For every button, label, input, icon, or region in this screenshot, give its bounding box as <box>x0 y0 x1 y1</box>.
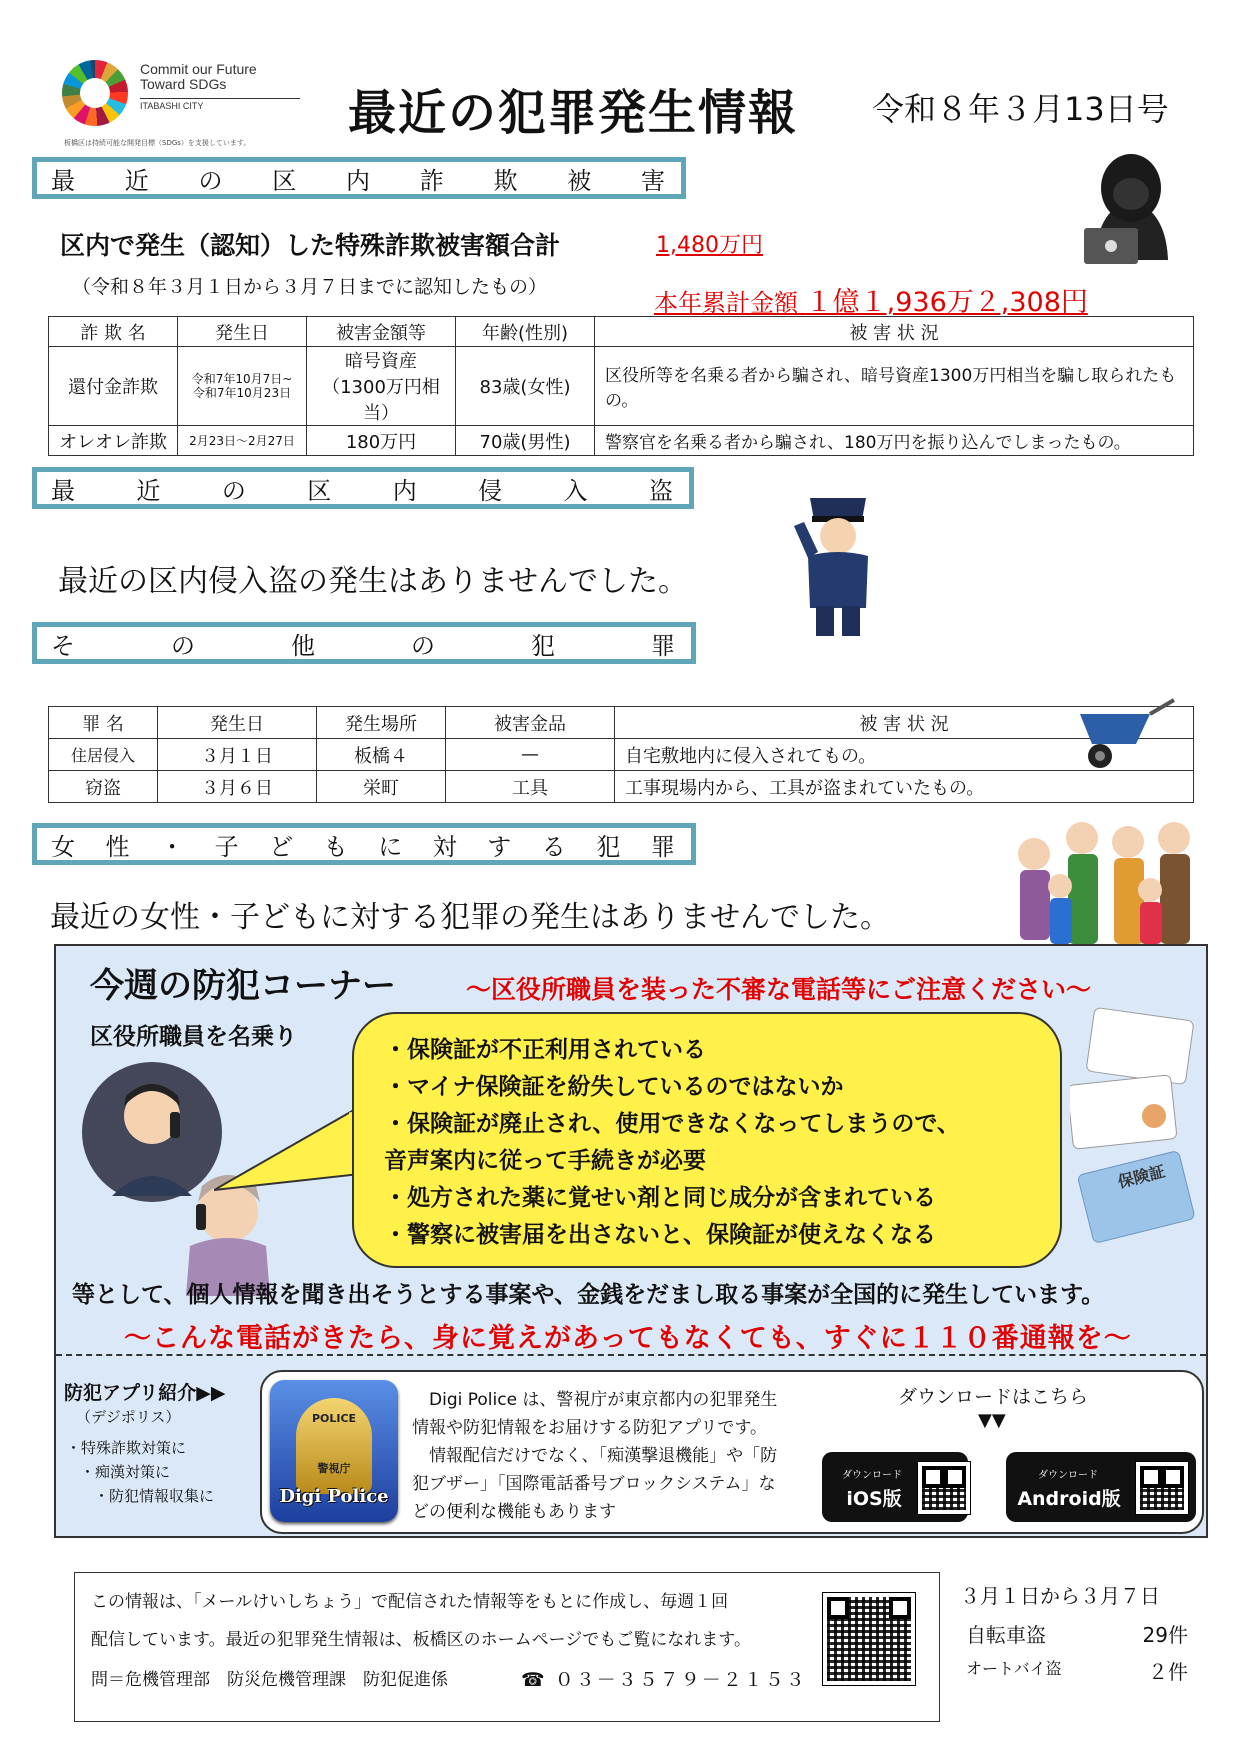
stats-count: 29件 <box>1142 1623 1188 1647</box>
card-label: 保険証 <box>1115 1161 1168 1192</box>
bubble-line: ・処方された薬に覚せい剤と同じ成分が含まれている <box>384 1185 936 1211</box>
column-header: 被害金品 <box>446 707 615 739</box>
desc-line: Digi Police は、警視庁が東京都内の犯罪発生 <box>412 1390 778 1410</box>
down-arrows-icon: ▼▼ <box>978 1410 1006 1431</box>
burglary-statement: 最近の区内侵入盗の発生はありませんでした。 <box>58 564 688 599</box>
stats-row <box>960 1619 1188 1648</box>
column-header: 発生日 <box>178 317 307 347</box>
theft-stats <box>960 1580 1188 1685</box>
crime-prevention-corner <box>54 944 1208 1538</box>
ios-download-button[interactable] <box>822 1452 968 1522</box>
sdgs-logo <box>62 50 302 150</box>
stats-count: ２件 <box>1148 1660 1188 1684</box>
cell-name: オレオレ詐欺 <box>49 426 178 456</box>
table-header-row <box>49 707 1194 739</box>
desc-line: 情報配信だけでなく、「痴漢撃退機能」や「防 <box>412 1446 778 1466</box>
cell-date: ３月６日 <box>158 771 317 803</box>
footer-phone: ☎ ０３－３５７９－２１５３ <box>521 1669 807 1691</box>
app-intro-subtitle: （デジポリス） <box>76 1408 181 1426</box>
app-name: Digi Police <box>279 1486 389 1507</box>
divider <box>56 1354 1206 1356</box>
sdgs-wheel-icon <box>62 60 128 126</box>
homepage-qr-code[interactable] <box>823 1593 915 1685</box>
logo-text: Commit our Future Toward SDGs <box>140 61 257 92</box>
cell-detail: 区役所等を名乗る者から騙され、暗号資産1300万円相当を騙し取られたもの。 <box>595 347 1194 426</box>
cell-name: 還付金詐欺 <box>49 347 178 426</box>
cell-detail: 自宅敷地内に侵入されてもの。 <box>615 739 1194 771</box>
table-row <box>49 426 1194 456</box>
cell-age: 70歳(男性) <box>456 426 595 456</box>
stats-label: 自転車盗 <box>966 1623 1046 1647</box>
app-intro-title: 防犯アプリ紹介▶▶ <box>64 1382 226 1404</box>
fraud-total-label: 区内で発生（認知）した特殊詐欺被害額合計 <box>60 231 561 260</box>
cell-name: 窃盗 <box>49 771 158 803</box>
android-small-label: ダウンロード <box>1038 1470 1098 1481</box>
warning-speech-bubble <box>352 1012 1062 1268</box>
badge-bottom-text: 警視庁 <box>317 1462 351 1475</box>
page-title: 最近の犯罪発生情報 <box>348 85 799 141</box>
column-header: 被 害 状 況 <box>615 707 1194 739</box>
corner-title: 今週の防犯コーナー <box>90 966 396 1006</box>
cell-date: ３月１日 <box>158 739 317 771</box>
ios-big-label: iOS版 <box>846 1488 902 1510</box>
column-header: 発生日 <box>158 707 317 739</box>
fraud-ytd: 本年累計金額 １億１,936万２,308円 <box>654 287 1088 318</box>
android-big-label: Android版 <box>1017 1488 1121 1510</box>
badge-top-text: POLICE <box>311 1412 357 1425</box>
column-header: 年齢(性別) <box>456 317 595 347</box>
list-item: ・特殊詐欺対策に <box>66 1439 187 1457</box>
bubble-line: ・保険証が廃止され、使用できなくなってしまうので、 <box>384 1111 960 1137</box>
police-badge-icon <box>296 1398 372 1494</box>
table-row <box>49 771 1194 803</box>
corner-subtitle: ～区役所職員を装った不審な電話等にご注意ください～ <box>466 975 1092 1004</box>
caller-label: 区役所職員を名乗り <box>90 1024 297 1050</box>
speech-bubble-tail <box>214 1104 364 1214</box>
bubble-line: 音声案内に従って手続きが必要 <box>384 1148 706 1174</box>
family-icon <box>1004 812 1200 952</box>
column-header: 詐 欺 名 <box>49 317 178 347</box>
insurance-card-icon <box>1070 1006 1200 1246</box>
cell-place: 栄町 <box>317 771 446 803</box>
android-download-button[interactable] <box>1006 1452 1196 1522</box>
cell-amount: 暗号資産 （1300万円相当） <box>307 347 456 426</box>
other-crimes-table <box>48 706 1194 803</box>
logo-city: ITABASHI CITY <box>140 98 300 111</box>
stats-row <box>960 1656 1188 1685</box>
fraud-table <box>48 316 1194 456</box>
stats-label: オートバイ盗 <box>966 1659 1062 1678</box>
app-feature-list <box>66 1436 214 1508</box>
bubble-line: ・マイナ保険証を紛失しているのではないか <box>384 1074 844 1100</box>
cell-detail: 工事現場内から、工具が盗まれていたもの。 <box>615 771 1194 803</box>
table-row <box>49 739 1194 771</box>
app-panel <box>260 1370 1204 1534</box>
cell-item: — <box>446 739 615 771</box>
women-children-statement: 最近の女性・子どもに対する犯罪の発生はありませんでした。 <box>50 900 890 935</box>
police-officer-icon <box>788 486 888 642</box>
desc-line: どの便利な機能もあります <box>412 1502 616 1522</box>
footer-line: 配信しています。最近の犯罪発生情報は、板橋区のホームページでもご覧になれます。 <box>91 1630 751 1650</box>
cell-place: 板橋４ <box>317 739 446 771</box>
cell-date: 令和7年10月7日~ 令和7年10月23日 <box>178 347 307 426</box>
digi-police-app-icon[interactable] <box>270 1380 398 1522</box>
column-header: 被 害 状 況 <box>595 317 1194 347</box>
column-header: 被害金額等 <box>307 317 456 347</box>
section-heading-women-children: 女 性 ・ 子 ど も に 対 す る 犯 罪 <box>32 823 696 865</box>
footer-box <box>74 1572 940 1722</box>
logo-note: 板橋区は持続可能な開発目標（SDGs）を支援しています。 <box>64 139 251 147</box>
cell-age: 83歳(女性) <box>456 347 595 426</box>
bubble-line: ・警察に被害届を出さないと、保険証が使えなくなる <box>384 1222 936 1248</box>
footer-line: この情報は、「メールけいしちょう」で配信された情報等をもとに作成し、毎週１回 <box>91 1592 729 1612</box>
fraud-period-note: （令和８年３月１日から３月７日までに認知したもの） <box>72 276 548 298</box>
download-heading: ダウンロードはこちら <box>898 1386 1089 1408</box>
ios-small-label: ダウンロード <box>842 1470 902 1481</box>
cell-detail: 警察官を名乗る者から騙され、180万円を振り込んでしまったもの。 <box>595 426 1194 456</box>
section-heading-burglary: 最 近 の 区 内 侵 入 盗 <box>32 467 694 509</box>
list-item: ・痴漢対策に <box>80 1463 171 1481</box>
app-description <box>412 1386 882 1526</box>
cell-item: 工具 <box>446 771 615 803</box>
desc-line: 犯ブザー」「国際電話番号ブロックシステム」な <box>412 1474 776 1494</box>
footer-contact: 問＝危機管理部 防災危機管理課 防犯促進係 <box>91 1670 448 1690</box>
stats-period: ３月１日から３月７日 <box>960 1584 1160 1608</box>
cell-name: 住居侵入 <box>49 739 158 771</box>
call-110-alert: ～こんな電話がきたら、身に覚えがあってもなくても、すぐに１１０番通報を～ <box>124 1323 1132 1354</box>
column-header: 発生場所 <box>317 707 446 739</box>
cell-amount: 180万円 <box>307 426 456 456</box>
column-header: 罪 名 <box>49 707 158 739</box>
corner-body-text: 等として、個人情報を聞き出そうとする事案や、金銭をだまし取る事案が全国的に発生しています。 <box>72 1282 1105 1308</box>
ios-qr-code[interactable] <box>918 1462 970 1514</box>
table-row <box>49 347 1194 426</box>
issue-date: 令和８年３月13日号 <box>872 90 1169 128</box>
table-header-row <box>49 317 1194 347</box>
desc-line: 情報や防犯情報をお届けする防犯アプリです。 <box>412 1418 767 1438</box>
list-item: ・防犯情報収集に <box>94 1487 215 1505</box>
bubble-line: ・保険証が不正利用されている <box>384 1037 706 1063</box>
section-heading-fraud: 最 近 の 区 内 詐 欺 被 害 <box>32 157 686 199</box>
fraud-total-amount: 1,480万円 <box>656 233 763 258</box>
wheelbarrow-icon <box>1070 694 1180 774</box>
android-qr-code[interactable] <box>1136 1462 1188 1514</box>
section-heading-other: そ の 他 の 犯 罪 <box>32 622 696 664</box>
hacker-icon <box>1076 150 1186 270</box>
cell-date: 2月23日～2月27日 <box>178 426 307 456</box>
